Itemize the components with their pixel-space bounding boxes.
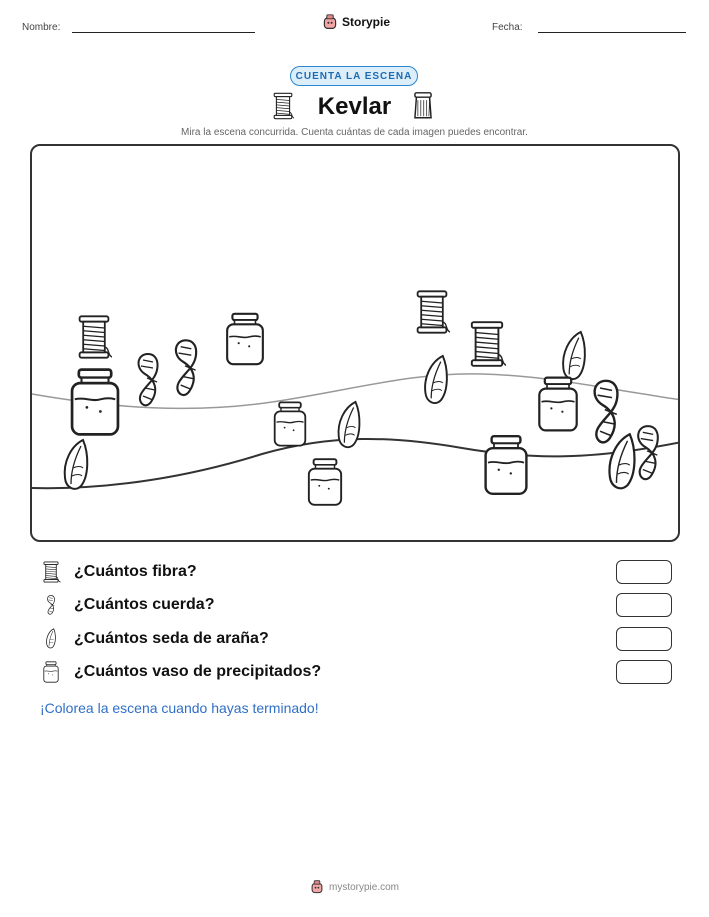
beaker-jar-icon [40,661,62,683]
spider-silk-leaf-icon[interactable] [65,440,88,489]
rope-knot-icon[interactable] [638,426,658,479]
rope-knot-icon[interactable] [139,354,158,405]
question-text: ¿Cuántos vaso de precipitados? [74,663,322,680]
mascot-icon [310,880,324,894]
date-label: Fecha: [492,22,523,33]
count-scene[interactable] [30,144,680,542]
spider-silk-leaf-icon[interactable] [563,332,585,379]
footer-brand [0,880,709,894]
beaker-jar-icon[interactable] [309,459,341,505]
thread-spool-icon[interactable] [80,316,114,357]
spider-silk-leaf-icon [40,628,62,650]
activity-badge: CUENTA LA ESCENA [290,66,418,86]
brand-logo [322,14,390,30]
footer-site[interactable]: mystorypie.com [328,881,399,893]
question-row-seda [40,626,672,652]
spider-silk-leaf-icon[interactable] [425,356,447,403]
thread-spool-icon[interactable] [418,291,452,332]
coloring-note: ¡Colorea la escena cuando hayas terminado! [40,700,319,716]
date-field[interactable] [538,32,686,33]
question-row-fibra [40,559,672,585]
beaker-jar-icon[interactable] [72,370,118,435]
name-label: Nombre: [22,22,61,33]
question-row-vaso [40,659,672,685]
spider-silk-leaf-icon[interactable] [339,402,360,447]
answer-box-cuerda[interactable] [616,593,672,617]
brand-name: Storypie [342,15,391,29]
scene-illustration [32,146,680,542]
answer-box-vaso[interactable] [616,660,672,684]
beaker-jar-icon[interactable] [486,436,527,494]
answer-box-fibra[interactable] [616,560,672,584]
page-title: Kevlar [317,93,392,120]
question-row-cuerda [40,592,672,618]
beaker-jar-icon[interactable] [539,378,576,431]
thread-spool-icon[interactable] [472,322,508,366]
kevlar-cylinder-icon [412,91,434,121]
beaker-jar-icon[interactable] [275,402,306,445]
spider-silk-leaf-icon[interactable] [609,434,634,488]
rope-knot-icon[interactable] [176,340,196,395]
rope-knot-icon [40,594,62,616]
mascot-icon [322,14,338,30]
thread-spool-icon [40,561,62,583]
answer-box-seda[interactable] [616,627,672,651]
instructions: Mira la escena concurrida. Cuenta cuántas de cada imagen puedes encontrar. [181,127,528,138]
question-text: ¿Cuántos fibra? [74,563,197,580]
name-field[interactable] [72,32,255,33]
rope-knot-icon[interactable] [595,381,618,443]
beaker-jar-icon[interactable] [227,314,263,364]
question-text: ¿Cuántos seda de araña? [74,630,269,647]
question-text: ¿Cuántos cuerda? [74,596,215,613]
